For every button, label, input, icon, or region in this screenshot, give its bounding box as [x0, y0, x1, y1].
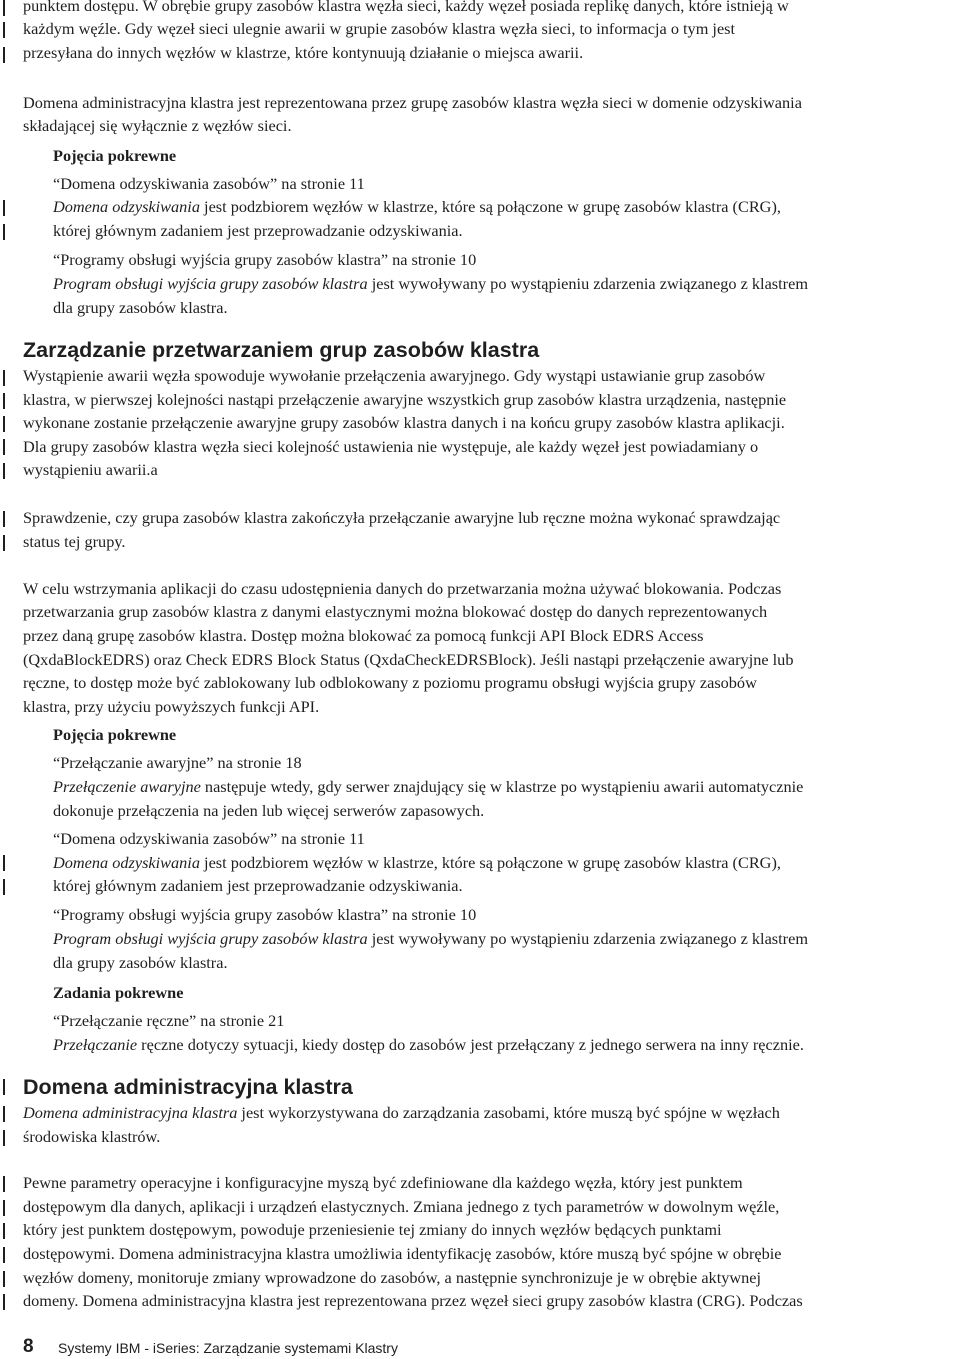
term: Domena administracyjna klastra: [23, 1103, 238, 1122]
body-text-line: Domena administracyjna klastra jest reprezentowana przez grupę zasobów klastra węzła sieci w domenie odzyskiwania: [23, 93, 802, 112]
related-description: [53, 1033, 804, 1057]
body-text-line: środowiska klastrów.: [23, 1127, 161, 1146]
page-number: 8: [23, 1336, 34, 1357]
body-text-line: punktem dostępu. W obrębie grupy zasobów klastra węzła sieci, każdy węzeł posiada replikę danych, które istnieją w: [23, 0, 789, 15]
term: Przełączenie awaryjne: [53, 777, 201, 796]
related-link[interactable]: “Domena odzyskiwania zasobów” na stronie 11: [53, 829, 365, 848]
related-concepts-heading: Pojęcia pokrewne: [53, 146, 177, 165]
change-bar: [3, 439, 5, 455]
change-bar: [3, 393, 5, 409]
change-bar: [3, 47, 5, 63]
change-bar: [3, 1200, 5, 1216]
change-bar: [3, 879, 5, 895]
change-bar: [3, 511, 5, 527]
related-link[interactable]: “Przełączanie awaryjne” na stronie 18: [53, 753, 302, 772]
body-text-line: węzłów domeny, monitoruje zmiany wprowadzone do zasobów, a następnie synchronizuje je w obrębie aktywnej: [23, 1268, 762, 1287]
body-text-line: przesyłana do innych węzłów w klastrze, które kontynuują działanie o miejsca awarii.: [23, 43, 584, 62]
section-heading: Zarządzanie przetwarzaniem grup zasobów klastra: [23, 338, 540, 362]
change-bar: [3, 0, 5, 16]
body-text-line: status tej grupy.: [23, 532, 126, 551]
description-text: jest podzbiorem węzłów w klastrze, które są połączone w grupę zasobów klastra (CRG),: [199, 853, 781, 872]
description-text: następuje wtedy, gdy serwer znajdujący się w klastrze po wystąpieniu awarii automatycznie: [200, 777, 804, 796]
related-description: dokonuje przełączenia na jeden lub więcej serwerów zapasowych.: [53, 801, 485, 820]
change-bar: [3, 370, 5, 386]
body-text-line: który jest punktem dostępowym, powoduje przeniesienie tej zmiany do innych węzłów będących punktami: [23, 1220, 722, 1239]
body-text: jest wykorzystywana do zarządzania zasobami, które muszą być spójne w węzłach: [237, 1103, 780, 1122]
term: Program obsługi wyjścia grupy zasobów klastra: [53, 274, 368, 293]
body-text-line: wystąpieniu awarii.a: [23, 460, 158, 479]
body-text-line: Dla grupy zasobów klastra węzła sieci kolejność ustawienia nie występuje, ale każdy węzeł jest powiadamiany o: [23, 437, 759, 456]
related-description: dla grupy zasobów klastra.: [53, 298, 228, 317]
related-link[interactable]: “Programy obsługi wyjścia grupy zasobów klastra” na stronie 10: [53, 250, 477, 269]
change-bar: [3, 416, 5, 432]
change-bar: [3, 1247, 5, 1263]
body-text-line: klastra, w pierwszej kolejności nastąpi przełączenie awaryjne wszystkich grup zasobów klastra urządzenia, następnie: [23, 390, 787, 409]
term: Przełączanie: [53, 1035, 138, 1054]
related-link[interactable]: “Domena odzyskiwania zasobów” na stronie 11: [53, 174, 365, 193]
body-text-line: przez daną grupę zasobów klastra. Dostęp można blokować za pomocą funkcji API Block EDRS Access: [23, 626, 704, 645]
description-text: jest podzbiorem węzłów w klastrze, które są połączone w grupę zasobów klastra (CRG),: [199, 197, 781, 216]
term: Domena odzyskiwania: [53, 853, 200, 872]
related-description: [53, 927, 808, 951]
related-description: [53, 195, 781, 219]
body-text-line: przetwarzania grup zasobów klastra z danymi elastycznymi można blokować dostęp do danych reprezentowanych: [23, 602, 768, 621]
change-bar: [3, 1271, 5, 1287]
change-bar: [3, 1176, 5, 1192]
related-link[interactable]: “Programy obsługi wyjścia grupy zasobów klastra” na stronie 10: [53, 905, 477, 924]
body-text-line: (QxdaBlockEDRS) oraz Check EDRS Block Status (QxdaCheckEDRSBlock). Jeśli nastąpi przełączenie awaryjne lub: [23, 650, 794, 669]
body-text-line: składającej się wyłącznie z węzłów sieci.: [23, 116, 292, 135]
related-description: której głównym zadaniem jest przeprowadzanie odzyskiwania.: [53, 221, 463, 240]
change-bar: [3, 855, 5, 871]
related-link[interactable]: “Przełączanie ręczne” na stronie 21: [53, 1011, 285, 1030]
related-concepts-heading: Pojęcia pokrewne: [53, 725, 177, 744]
body-text-line: W celu wstrzymania aplikacji do czasu udostępnienia danych do przetwarzania można używać blokowania. Podczas: [23, 579, 782, 598]
body-text-line: dostępowymi. Domena administracyjna klastra umożliwia identyfikację zasobów, które muszą być spójne w obrębie: [23, 1244, 782, 1263]
body-text-line: Wystąpienie awarii węzła spowoduje wywołanie przełączenia awaryjnego. Gdy wystąpi ustawianie grup zasobów: [23, 366, 766, 385]
change-bar: [3, 463, 5, 479]
footer-title: Systemy IBM - iSeries: Zarządzanie systemami Klastry: [58, 1340, 398, 1356]
body-text-line: klastra, przy użyciu powyższych funkcji API.: [23, 697, 320, 716]
related-description: której głównym zadaniem jest przeprowadzanie odzyskiwania.: [53, 876, 463, 895]
change-bar: [3, 200, 5, 216]
change-bar: [3, 1079, 5, 1095]
body-text-line: ręczne, to dostęp może być zablokowany lub odblokowany z poziomu programu obsługi wyjścia grupy zasobów: [23, 673, 757, 692]
description-text: ręczne dotyczy sytuacji, kiedy dostęp do zasobów jest przełączany z jednego serwera na inny ręcznie.: [137, 1035, 804, 1054]
body-text-line: [23, 1101, 780, 1125]
change-bar: [3, 1130, 5, 1146]
description-text: jest wywoływany po wystąpieniu zdarzenia związanego z klastrem: [367, 929, 808, 948]
term: Domena odzyskiwania: [53, 197, 200, 216]
change-bar: [3, 22, 5, 38]
change-bar: [3, 1106, 5, 1122]
change-bar: [3, 535, 5, 551]
related-description: [53, 775, 803, 799]
related-description: [53, 272, 808, 296]
body-text-line: każdym węźle. Gdy węzeł sieci ulegnie awarii w grupie zasobów klastra węzła sieci, to informacja o tym jest: [23, 19, 736, 38]
body-text-line: domeny. Domena administracyjna klastra jest reprezentowana przez węzeł sieci grupy zasobów klastra (CRG). Podczas: [23, 1291, 803, 1310]
change-bar: [3, 1294, 5, 1310]
body-text-line: Pewne parametry operacyjne i konfiguracyjne myszą być zdefiniowane dla każdego węzła, który jest punktem: [23, 1173, 743, 1192]
change-bar: [3, 1223, 5, 1239]
related-tasks-heading: Zadania pokrewne: [53, 983, 184, 1002]
section-heading: Domena administracyjna klastra: [23, 1075, 353, 1099]
related-description: [53, 851, 781, 875]
body-text-line: Sprawdzenie, czy grupa zasobów klastra zakończyła przełączanie awaryjne lub ręczne można wykonać sprawdzając: [23, 508, 781, 527]
related-description: dla grupy zasobów klastra.: [53, 953, 228, 972]
term: Program obsługi wyjścia grupy zasobów klastra: [53, 929, 368, 948]
body-text-line: wykonane zostanie przełączenie awaryjne grupy zasobów klastra danych i na końcu grupy zasobów klastra aplikacji.: [23, 413, 785, 432]
description-text: jest wywoływany po wystąpieniu zdarzenia związanego z klastrem: [367, 274, 808, 293]
change-bar: [3, 224, 5, 240]
body-text-line: dostępowym dla danych, aplikacji i urządzeń elastycznych. Zmiana jednego z tych parametrów w dowolnym węźle,: [23, 1197, 780, 1216]
